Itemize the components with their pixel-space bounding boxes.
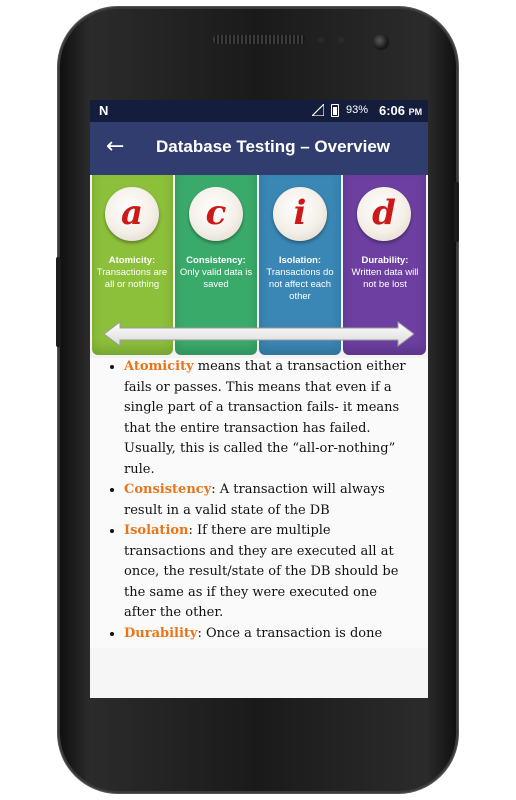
term-label: Consistency — [124, 482, 212, 497]
panel-text: Written data will not be lost — [351, 267, 419, 290]
front-camera — [373, 34, 389, 50]
letter-badge: i — [273, 187, 327, 241]
sensor-dot — [318, 37, 324, 43]
term-description: : Once a transaction is done — [197, 625, 383, 641]
panel-text: Only valid data is saved — [179, 267, 253, 290]
list-item — [124, 624, 408, 645]
notification-icon: N — [99, 103, 109, 118]
page-title: Database Testing – Overview — [156, 137, 391, 156]
panel-heading: Durability: — [361, 255, 409, 266]
content-bottom-area — [90, 648, 428, 698]
panel-caption — [348, 255, 422, 291]
list-item — [124, 521, 408, 624]
status-bar — [90, 100, 428, 122]
term-description: means that a transaction either fails or passes. This means that even if a single part of a transaction fails- it means that the entire transaction has failed. Usually, this is called the “all-or-nothing” rule. — [124, 359, 406, 477]
acid-property-list — [108, 357, 408, 644]
battery-icon — [331, 104, 339, 117]
letter-badge: c — [189, 187, 243, 241]
clock-suffix: PM — [408, 107, 423, 117]
acid-illustration — [90, 175, 428, 358]
letter-badge: a — [105, 187, 159, 241]
earpiece-speaker — [213, 35, 305, 44]
signal-icon — [312, 104, 324, 116]
panel-text: Transactions are all or nothing — [96, 267, 168, 290]
sensor-dot — [338, 37, 344, 43]
term-description: : A transaction will always result in a valid state of the DB — [124, 482, 385, 518]
app-bar — [90, 122, 428, 175]
panel-text: Transactions do not affect each other — [266, 267, 334, 302]
term-description: : If there are multiple transactions and they are executed all at once, the result/state of the DB should be the same as if they were executed one after the other. — [124, 523, 399, 620]
volume-button — [56, 257, 61, 347]
article-content — [108, 357, 408, 644]
list-item — [124, 357, 408, 480]
term-label: Atomicity — [124, 359, 194, 374]
panel-caption — [95, 255, 169, 291]
clock — [379, 103, 422, 118]
panel-caption — [263, 255, 337, 303]
list-item — [124, 480, 408, 521]
power-button — [454, 182, 459, 242]
panel-caption — [179, 255, 253, 291]
letter-badge: d — [357, 187, 411, 241]
clock-time: 6:06 — [379, 103, 406, 118]
panel-heading: Isolation: — [278, 255, 322, 266]
battery-percent: 93% — [346, 104, 369, 116]
panel-heading: Atomicity: — [108, 255, 156, 266]
term-label: Durability — [124, 625, 198, 641]
double-arrow-icon — [104, 321, 414, 347]
term-label: Isolation — [124, 523, 189, 538]
arrow-left-icon[interactable]: ← — [106, 134, 125, 159]
screen — [90, 100, 428, 698]
panel-heading: Consistency: — [186, 255, 246, 266]
